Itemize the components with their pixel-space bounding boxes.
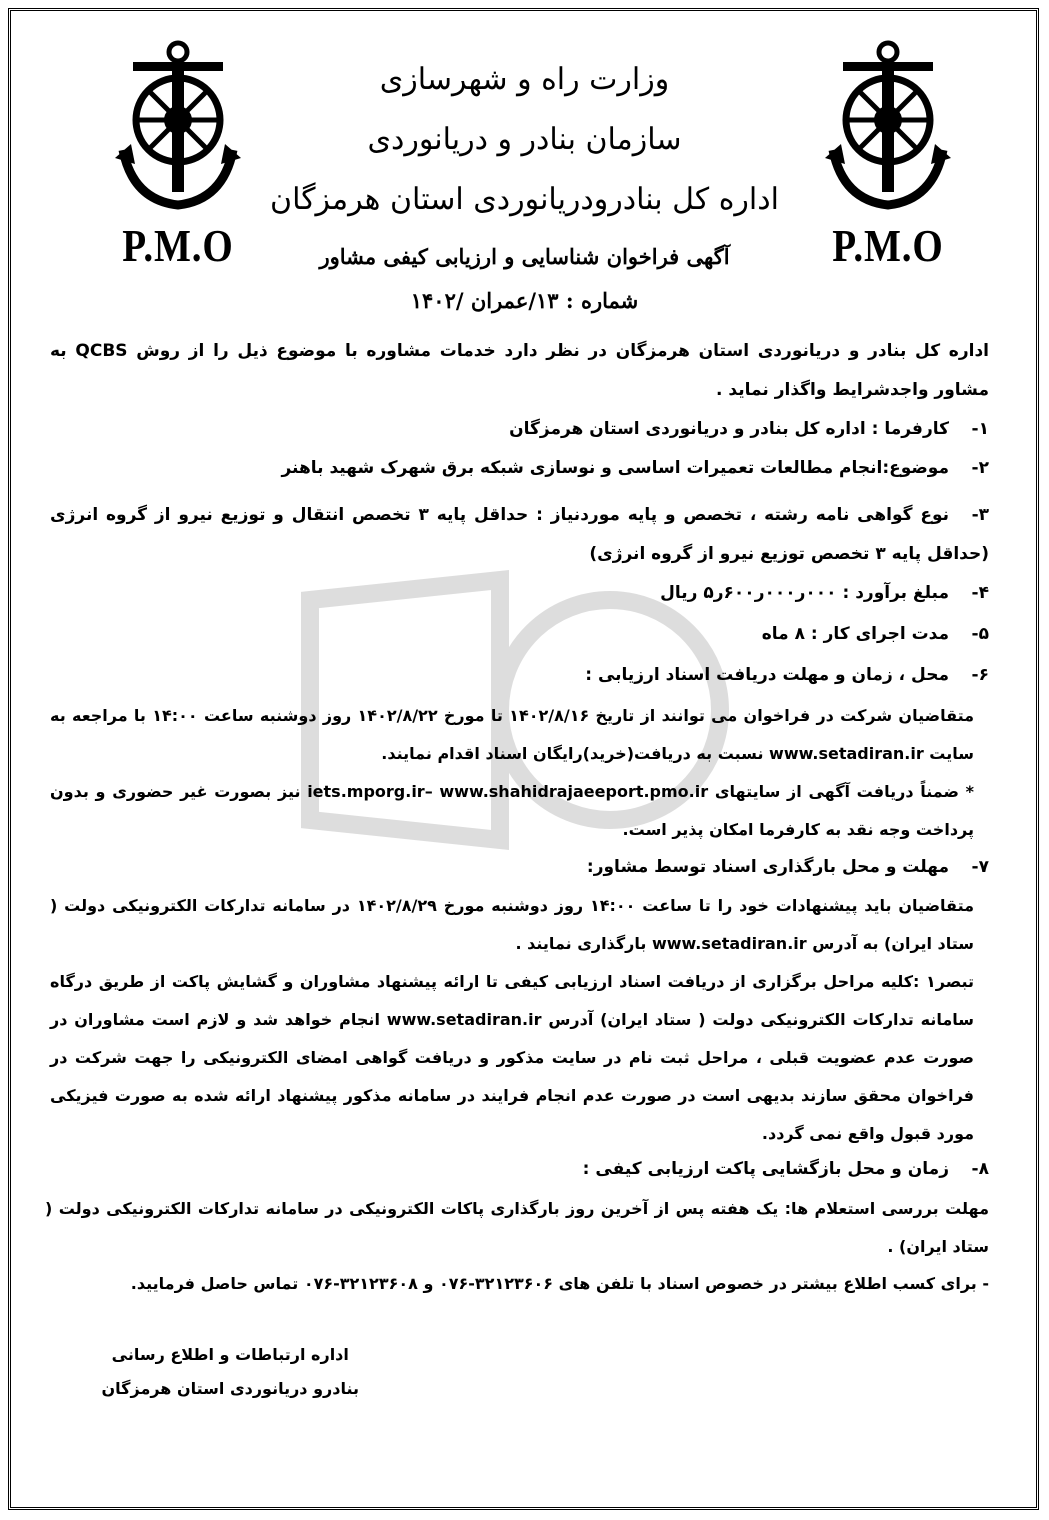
item-1: ۱-کارفرما : اداره کل بنادر و دریانوردی استان هرمزگان: [509, 419, 989, 439]
contact-info: - برای کسب اطلاع بیشتر در خصوص اسناد با تلفن های ۳۲۱۲۳۶۰۶-۰۷۶ و ۳۲۱۲۳۶۰۸-۰۷۶ تماس حاصل فرمایید.: [130, 1274, 989, 1293]
pmo-label: P.M.O: [122, 220, 234, 271]
item-7: ۷-مهلت و محل بارگذاری اسناد توسط مشاور:: [586, 857, 989, 877]
item-6: ۶-محل ، زمان و مهلت دریافت اسناد ارزیابی :: [585, 665, 989, 685]
item-3: ۳-نوع گواهی نامه رشته ، تخصص و پایه موردنیاز : حداقل پایه ۳ تخصص انتقال و توزیع نیرو از گروه انرژی (حداقل پایه ۳ تخصص توزیع نیرو از گروه انرژی): [50, 505, 990, 564]
department-title: اداره کل بنادرودریانوردی استان هرمزگان: [270, 182, 779, 217]
item-7-detail: متقاضیان باید پیشنهادات خود را تا ساعت ۱۴:۰۰ روز دوشنبه مورخ ۱۴۰۲/۸/۲۹ در سامانه تدارکات الکترونیکی دولت ( ستاد ایران) به آدرس www.setadiran.ir بارگذاری نمایند .: [50, 896, 975, 953]
item-8: ۸-زمان و محل بازگشایی پاکت ارزیابی کیفی :: [582, 1159, 989, 1179]
notice-number: شماره : ۱۳/عمران /۱۴۰۲: [410, 288, 639, 313]
item-4: ۴-مبلغ برآورد : ۰۰۰ر۰۰۰ر۶۰۰ر۵ ریال: [660, 583, 989, 603]
intro-paragraph: اداره کل بنادر و دریانوردی استان هرمزگان در نظر دارد خدمات مشاوره با موضوع ذیل را از روش QCBS به مشاور واجدشرایط واگذار نماید .: [50, 341, 989, 400]
ministry-title: وزارت راه و شهرسازی: [379, 62, 670, 97]
item-2: ۲-موضوع:انجام مطالعات تعمیرات اساسی و نوسازی شبکه برق شهرک شهید باهنر: [281, 458, 989, 478]
pmo-label: P.M.O: [832, 220, 944, 271]
organization-title: سازمان بنادر و دریانوردی: [367, 122, 682, 157]
item-6-note: * ضمناً دریافت آگهی از سایتهای iets.mporg.ir– www.shahidrajaeeport.pmo.ir نیز بصورت غیر حضوری و بدون پرداخت وجه نقد به کارفرما امکان پذیر است.: [50, 782, 975, 839]
item-5: ۵-مدت اجرای کار : ۸ ماه: [761, 624, 989, 644]
item-7-note: تبصر۱ :کلیه مراحل برگزاری از دریافت اسناد ارزیابی کیفی تا ارائه پیشنهاد مشاوران و گشایش پاکت از طریق درگاه سامانه تدارکات الکترونیکی دولت ( ستاد ایران) آدرس www.setadiran.ir انجام خواهد شد و لازم است مشاوران در صورت عدم عضویت قبلی ، مراحل ثبت نام در سایت مذکور و دریافت گواهی امضای الکترونیکی را جهت شرکت در فراخوان محقق سازند بدیهی است در صورت عدم انجام فرایند در سامانه مذکور پیشنهاد ارائه شده به صورت فیزیکی مورد قبول واقع نمی گردد.: [50, 972, 974, 1143]
item-6-detail: متقاضیان شرکت در فراخوان می توانند از تاریخ ۱۴۰۲/۸/۱۶ تا مورخ ۱۴۰۲/۸/۲۲ روز دوشنبه ساعت ۱۴:۰۰ با مراجعه به سایت www.setadiran.ir نسبت به دریافت(خرید)رایگان اسناد اقدام نمایند.: [50, 706, 975, 763]
signature-block: [102, 1338, 359, 1406]
notice-title: آگهی فراخوان شناسایی و ارزیابی کیفی مشاور: [319, 244, 730, 269]
signature-line-2: بنادرو دریانوردی استان هرمزگان: [101, 1379, 359, 1398]
item-8-detail: مهلت بررسی استعلام ها: یک هفته پس از آخرین روز بارگذاری پاکات الکترونیکی در سامانه تدارکات الکترونیکی دولت ( ستاد ایران) .: [45, 1199, 989, 1256]
signature-line-1: اداره ارتباطات و اطلاع رسانی: [111, 1345, 349, 1364]
